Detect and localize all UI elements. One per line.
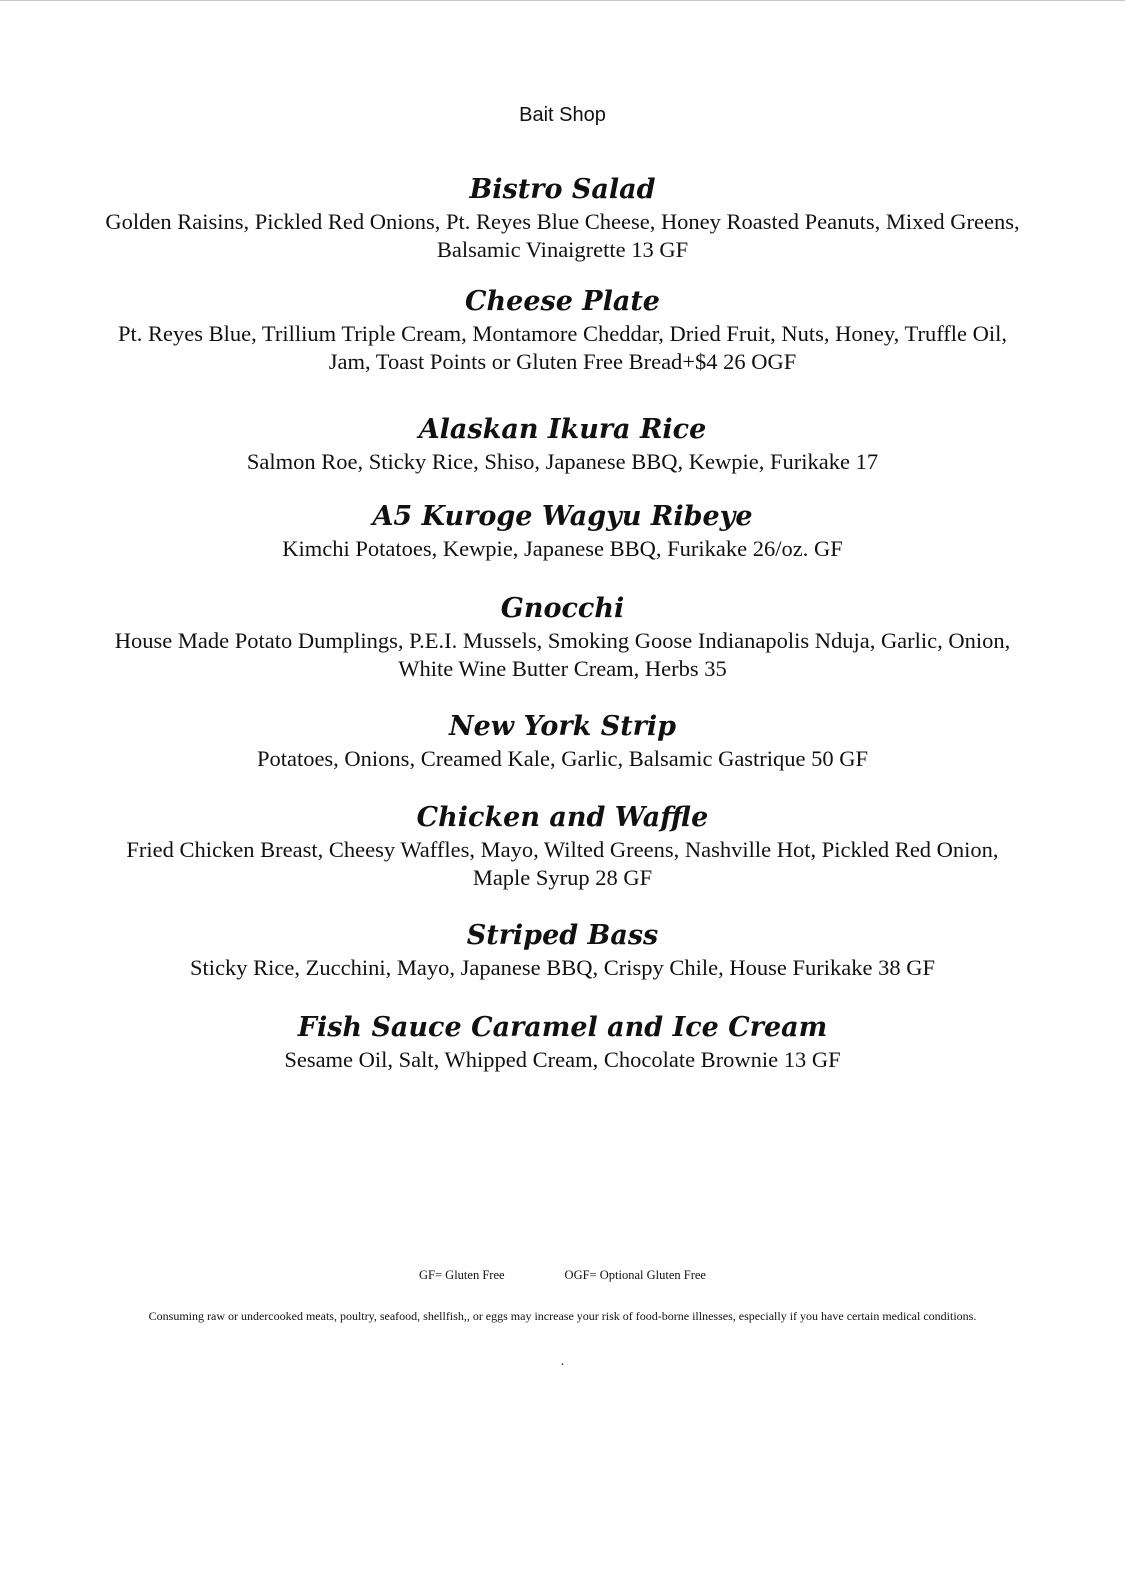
menu-item-name: Chicken and Waffle: [416, 802, 709, 833]
menu-item-description: Golden Raisins, Pickled Red Onions, Pt. Reyes Blue Cheese, Honey Roasted Peanuts, Mixed Greens, Balsamic Vinaigrette 13 GF: [105, 209, 1020, 262]
menu-item-cheese-plate: [100, 284, 1025, 376]
menu-item-description: Sticky Rice, Zucchini, Mayo, Japanese BBQ, Crispy Chile, House Furikake 38 GF: [190, 955, 935, 980]
menu-item-fish-sauce-caramel: [100, 1010, 1025, 1074]
menu-item-alaskan-ikura-rice: [100, 412, 1025, 476]
menu-item-description: House Made Potato Dumplings, P.E.I. Mussels, Smoking Goose Indianapolis Nduja, Garlic, Onion, White Wine Butter Cream, Herbs 35: [114, 628, 1011, 681]
food-safety-disclaimer: Consuming raw or undercooked meats, poultry, seafood, shellfish,, or eggs may increase your risk of food-borne illnesses, especially if you have certain medical conditions.: [148, 1309, 977, 1323]
menu-item-description: Sesame Oil, Salt, Whipped Cream, Chocolate Brownie 13 GF: [284, 1047, 841, 1072]
menu-item-description: Kimchi Potatoes, Kewpie, Japanese BBQ, Furikake 26/oz. GF: [282, 536, 843, 561]
menu-item-a5-wagyu-ribeye: [100, 499, 1025, 563]
menu-item-name: Striped Bass: [466, 920, 659, 951]
menu-list: [100, 172, 1025, 1074]
menu-item-gnocchi: [100, 591, 1025, 683]
menu-item-name: Gnocchi: [500, 593, 625, 624]
menu-item-name: A5 Kuroge Wagyu Ribeye: [372, 501, 753, 532]
menu-item-name: New York Strip: [448, 711, 677, 742]
menu-item-description: Potatoes, Onions, Creamed Kale, Garlic, Balsamic Gastrique 50 GF: [256, 746, 869, 771]
footer-mark: .: [560, 1354, 565, 1369]
menu-item-description: Salmon Roe, Sticky Rice, Shiso, Japanese BBQ, Kewpie, Furikake 17: [246, 449, 879, 474]
legend-gluten-free: GF= Gluten Free: [419, 1268, 505, 1282]
menu-item-bistro-salad: [100, 172, 1025, 264]
restaurant-name: Bait Shop: [519, 104, 606, 126]
menu-item-name: Alaskan Ikura Rice: [418, 414, 707, 445]
top-border: [0, 0, 1125, 1]
legend-optional-gluten-free: OGF= Optional Gluten Free: [564, 1268, 706, 1282]
menu-item-striped-bass: [100, 918, 1025, 982]
menu-item-name: Fish Sauce Caramel and Ice Cream: [297, 1012, 828, 1043]
menu-item-name: Bistro Salad: [469, 174, 656, 205]
menu-item-description: Fried Chicken Breast, Cheesy Waffles, Mayo, Wilted Greens, Nashville Hot, Pickled Red Onion, Maple Syrup 28 GF: [126, 837, 999, 890]
menu-item-description: Pt. Reyes Blue, Trillium Triple Cream, Montamore Cheddar, Dried Fruit, Nuts, Honey, Truffle Oil, Jam, Toast Points or Gluten Free Bread+$4 26 OGF: [117, 321, 1008, 374]
menu-item-chicken-and-waffle: [100, 800, 1025, 892]
dietary-legend: [0, 1267, 1125, 1283]
menu-item-name: Cheese Plate: [465, 286, 660, 317]
menu-item-new-york-strip: [100, 709, 1025, 773]
